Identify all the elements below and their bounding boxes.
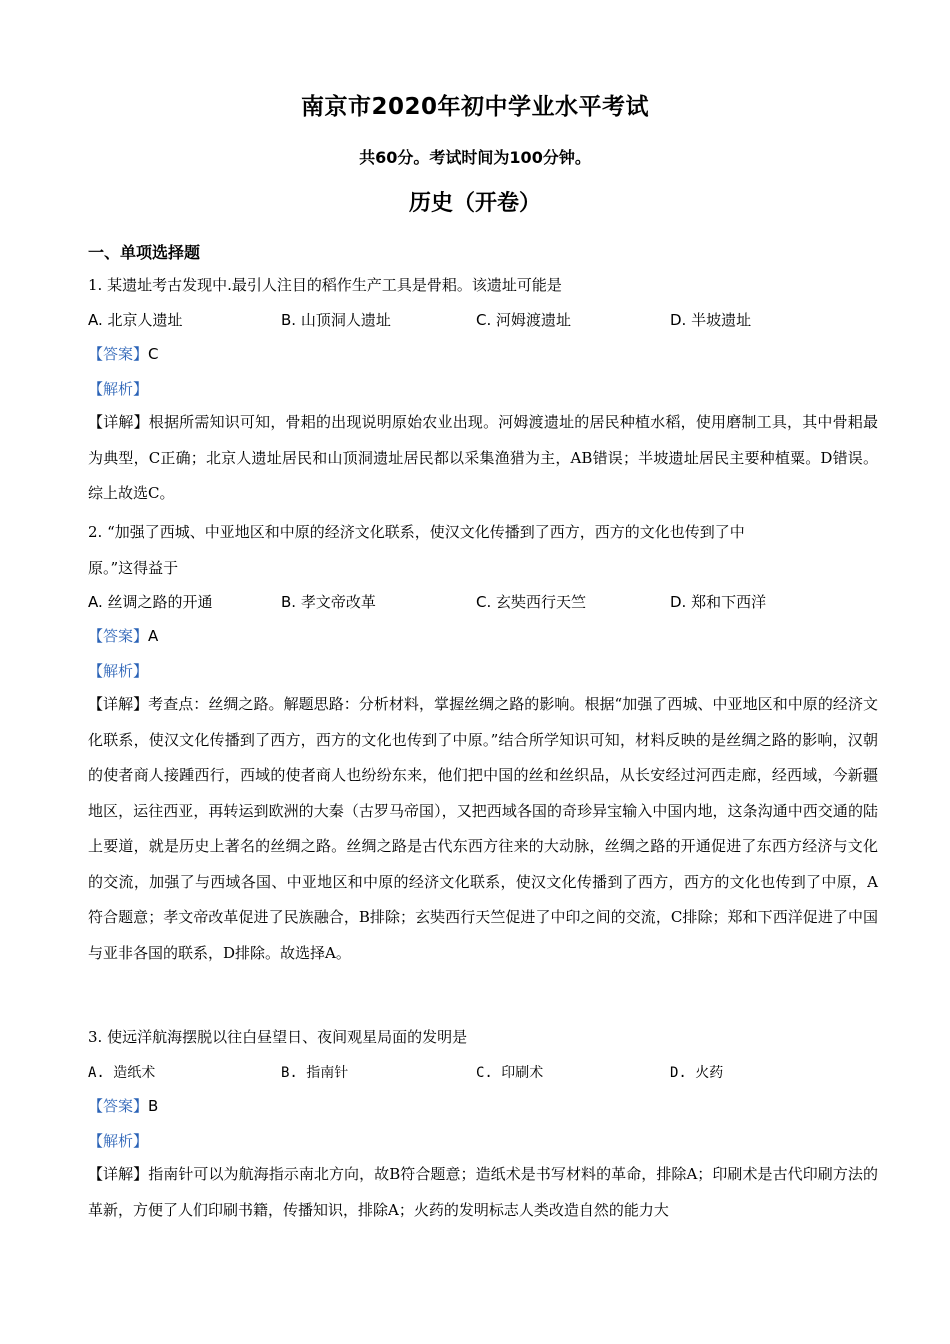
question-2-detail: 【详解】考查点：丝绸之路。解题思路：分析材料，掌握丝绸之路的影响。根据“加强了西城、中亚地区和中原的经济文化联系，使汉文化传播到了西方，西方的文化也传到了中原。”结合所学知识可知，材料反映的是丝绸之路的影响，汉朝的使者商人接踵西行，西域的使者商人也纷纷东来，他们把中国的丝和丝织品，从长安经过河西走廊，经西域，今新疆地区，运往西亚，再转运到欧洲的大秦（古罗马帝国），又把西域各国的奇珍异宝输入中国内地，这条沟通中西交通的陆上要道，就是历史上著名的丝绸之路。丝绸之路是古代东西方往来的大动脉，丝绸之路的开通促进了东西方经济与文化的交流，加强了与西域各国、中亚地区和中原的经济文化联系，使汉文化传播到了西方，西方的文化也传到了中原，A符合题意；孝文帝改革促进了民族融合，B排除；玄奘西行天竺促进了中印之间的交流，C排除；郑和下西洋促进了中国与亚非各国的联系，D排除。故选择A。 <box>88 695 878 962</box>
question-1-stem: 1. 某遗址考古发现中.最引人注目的稻作生产工具是骨耜。该遗址可能是 <box>88 276 562 294</box>
question-2-stem-line-1: 2. “加强了西城、中亚地区和中原的经济文化联系，使汉文化传播到了西方，西方的文化也传到了中 <box>88 523 745 541</box>
question-1-answer <box>88 343 159 365</box>
answer-label: 答案 <box>103 1097 134 1115</box>
question-2-option-d: D. 郑和下西洋 <box>670 593 767 611</box>
answer-bracket-close: 】 <box>133 1097 149 1115</box>
question-2-analysis-label: 【解析】 <box>88 662 149 680</box>
question-1-option-d: D. 半坡遗址 <box>670 311 752 329</box>
question-1-detail: 【详解】根据所需知识可知，骨耜的出现说明原始农业出现。河姆渡遗址的居民种植水稻，使用磨制工具，其中骨耜最为典型，C正确；北京人遗址居民和山顶洞遗址居民都以采集渔猎为主，AB错误；半坡遗址居民主要种植粟。D错误。综上故选C。 <box>88 413 878 502</box>
exam-subtitle: 共60分。考试时间为100分钟。 <box>359 148 591 167</box>
question-2-option-c: C. 玄奘西行天竺 <box>476 593 587 611</box>
question-2-option-b: B. 孝文帝改革 <box>281 593 376 611</box>
answer-bracket-open: 【 <box>88 627 104 645</box>
question-1-option-c: C. 河姆渡遗址 <box>476 311 572 329</box>
question-2-option-a: A. 丝调之路的开通 <box>88 593 213 611</box>
question-1-option-a: A. 北京人遗址 <box>88 311 183 329</box>
answer-label: 答案 <box>103 345 134 363</box>
question-3-option-d: D. 火药 <box>670 1065 724 1081</box>
answer-label: 答案 <box>103 627 134 645</box>
question-3-analysis-label: 【解析】 <box>88 1132 149 1150</box>
answer-bracket-close: 】 <box>133 627 149 645</box>
question-2-answer <box>88 625 158 647</box>
question-3-option-b: B. 指南针 <box>281 1065 349 1081</box>
question-3-option-a: A. 造纸术 <box>88 1065 156 1081</box>
question-2-stem-line-2: 原。”这得益于 <box>88 559 179 577</box>
question-3-detail: 【详解】指南针可以为航海指示南北方向，故B符合题意；造纸术是书写材料的革命，排除A；印刷术是古代印刷方法的革新，方便了人们印刷书籍，传播知识，排除A；火药的发明标志人类改造自然的能力大 <box>88 1165 878 1219</box>
exam-title: 南京市2020年初中学业水平考试 <box>300 94 649 120</box>
exam-subject: 历史（开卷） <box>408 191 541 216</box>
answer-bracket-open: 【 <box>88 1097 104 1115</box>
answer-bracket-open: 【 <box>88 345 104 363</box>
question-3-answer <box>88 1095 158 1117</box>
answer-value: B <box>148 1097 159 1115</box>
section-heading: 一、单项选择题 <box>88 243 201 262</box>
answer-bracket-close: 】 <box>133 345 149 363</box>
question-1-option-b: B. 山顶洞人遗址 <box>281 311 391 329</box>
question-1-analysis-label: 【解析】 <box>88 380 149 398</box>
answer-value: C <box>148 345 159 363</box>
question-3-stem: 3. 使远洋航海摆脱以往白昼望日、夜间观星局面的发明是 <box>88 1028 468 1046</box>
answer-value: A <box>148 627 159 645</box>
question-3-option-c: C. 印刷术 <box>476 1065 544 1081</box>
